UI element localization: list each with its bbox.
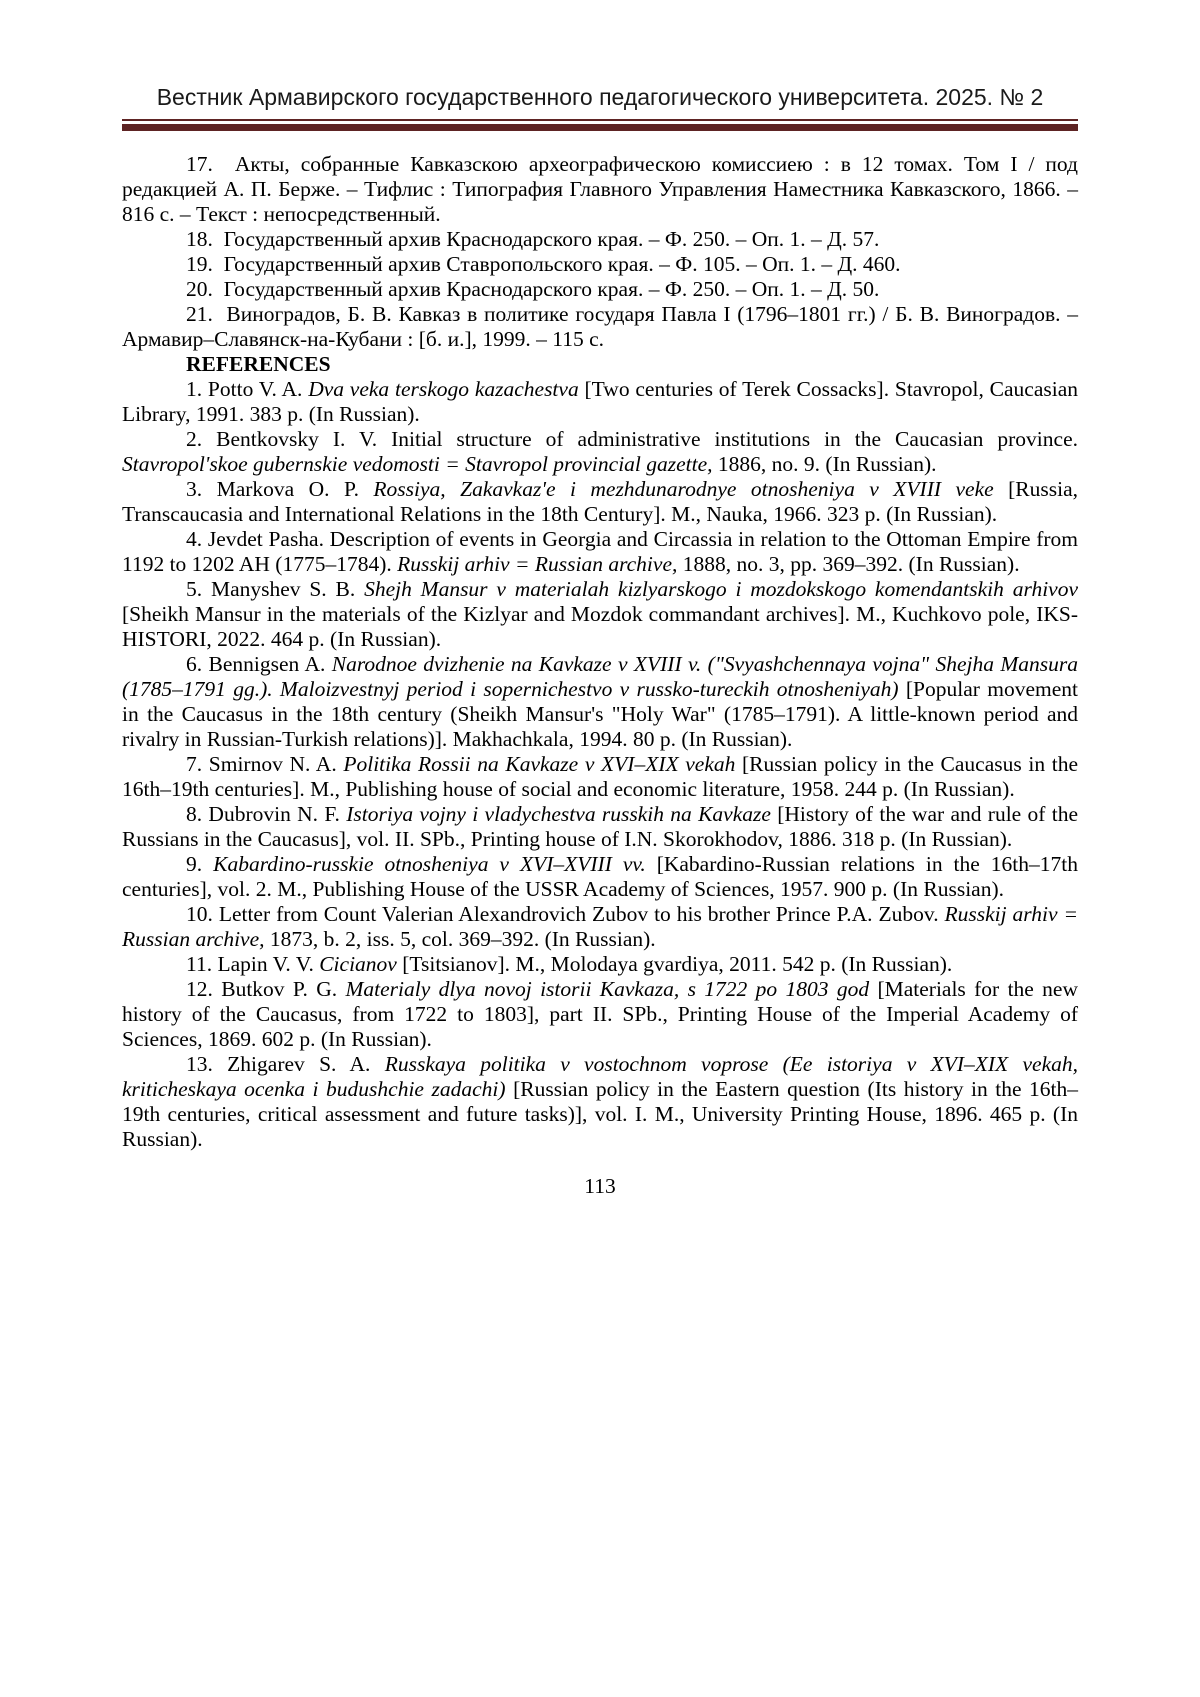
russian-reference-item: 21. Виноградов, Б. В. Кавказ в политике государя Павла I (1796–1801 гг.) / Б. В. Виноградов. – Армавир–Славянск-на-Кубани : [б. и.], 1999. – 115 с. <box>122 302 1078 351</box>
journal-header <box>122 84 1078 131</box>
references-heading: REFERENCES <box>186 352 331 376</box>
english-reference-item: 5. Manyshev S. B. Shejh Mansur v materialah kizlyarskogo i mozdokskogo komendantskih arhivov [Sheikh Mansur in the materials of the Kizlyar and Mozdok commandant archives]. M., Kuchkovo pole, IKS-HISTORI, 2022. 464 p. (In Russian). <box>122 577 1078 651</box>
english-reference-item: 11. Lapin V. V. Cicianov [Tsitsianov]. M., Molodaya gvardiya, 2011. 542 p. (In Russian). <box>186 952 953 976</box>
english-reference-item: 1. Potto V. A. Dva veka terskogo kazachestva [Two centuries of Terek Cossacks]. Stavropol, Caucasian Library, 1991. 383 p. (In Russian). <box>122 377 1078 426</box>
english-reference-item: 6. Bennigsen A. Narodnoe dvizhenie na Kavkaze v XVIII v. ("Svyashchennaya vojna" Shejha Mansura (1785–1791 gg.). Maloizvestnyj period i sopernichestvo v russko-tureckih otnosheniyah) [Popular movement in the Caucasus in the 18th century (Sheikh Mansur's "Holy War" (1785–1791). A little-known period and rivalry in Russian-Turkish relations)]. Makhachkala, 1994. 80 p. (In Russian). <box>122 652 1079 751</box>
russian-reference-item: 20. Государственный архив Краснодарского края. – Ф. 250. – Оп. 1. – Д. 50. <box>186 277 880 301</box>
english-reference-item: 13. Zhigarev S. A. Russkaya politika v vostochnom voprose (Ee istoriya v XVI–XIX vekah, kriticheskaya ocenka i budushchie zadachi) [Russian policy in the Eastern question (Its history in the 16th–19th centuries, critical assessment and future tasks)], vol. I. M., University Printing House, 1896. 465 p. (In Russian). <box>122 1052 1078 1151</box>
english-reference-item: 9. Kabardino-russkie otnosheniya v XVI–XVIII vv. [Kabardino-Russian relations in the 16th–17th centuries], vol. 2. M., Publishing House of the USSR Academy of Sciences, 1957. 900 p. (In Russian). <box>122 852 1078 901</box>
header-rule <box>122 119 1078 131</box>
journal-title: Вестник Армавирского государственного педагогического университета. 2025. № 2 <box>156 84 1044 110</box>
english-references-list <box>122 377 1078 1152</box>
russian-reference-item: 19. Государственный архив Ставропольского края. – Ф. 105. – Оп. 1. – Д. 460. <box>186 252 901 276</box>
russian-reference-item: 17. Акты, собранные Кавказскою археографическою комиссиею : в 12 томах. Том I / под редакцией А. П. Берже. – Тифлис : Типография Главного Управления Наместника Кавказского, 1866. – 816 с. – Текст : непосредственный. <box>122 152 1078 226</box>
russian-reference-item: 18. Государственный архив Краснодарского края. – Ф. 250. – Оп. 1. – Д. 57. <box>186 227 880 251</box>
english-reference-item: 2. Bentkovsky I. V. Initial structure of administrative institutions in the Caucasian province. Stavropol'skoe gubernskie vedomosti = Stavropol provincial gazette, 1886, no. 9. (In Russian). <box>122 427 1078 476</box>
russian-references-list <box>122 152 1078 352</box>
page-content <box>122 152 1078 1199</box>
english-reference-item: 8. Dubrovin N. F. Istoriya vojny i vladychestva russkih na Kavkaze [History of the war and rule of the Russians in the Caucasus], vol. II. SPb., Printing house of I.N. Skorokhodov, 1886. 318 p. (In Russian). <box>122 802 1078 851</box>
page-number: 113 <box>584 1174 616 1198</box>
english-reference-item: 3. Markova O. P. Rossiya, Zakavkaz'e i mezhdunarodnye otnosheniya v XVIII veke [Russia, Transcaucasia and International Relations in the 18th Century]. M., Nauka, 1966. 323 p. (In Russian). <box>122 477 1078 526</box>
english-reference-item: 10. Letter from Count Valerian Alexandrovich Zubov to his brother Prince P.A. Zubov. Russkij arhiv = Russian archive, 1873, b. 2, iss. 5, col. 369–392. (In Russian). <box>122 902 1079 951</box>
english-reference-item: 4. Jevdet Pasha. Description of events in Georgia and Circassia in relation to the Ottoman Empire from 1192 to 1202 AH (1775–1784). Russkij arhiv = Russian archive, 1888, no. 3, pp. 369–392. (In Russian). <box>122 527 1078 576</box>
english-reference-item: 7. Smirnov N. A. Politika Rossii na Kavkaze v XVI–XIX vekah [Russian policy in the Caucasus in the 16th–19th centuries]. M., Publishing house of social and economic literature, 1958. 244 p. (In Russian). <box>122 752 1078 801</box>
english-reference-item: 12. Butkov P. G. Materialy dlya novoj istorii Kavkaza, s 1722 po 1803 god [Materials for the new history of the Caucasus, from 1722 to 1803], part II. SPb., Printing House of the Imperial Academy of Sciences, 1869. 602 p. (In Russian). <box>122 977 1079 1051</box>
